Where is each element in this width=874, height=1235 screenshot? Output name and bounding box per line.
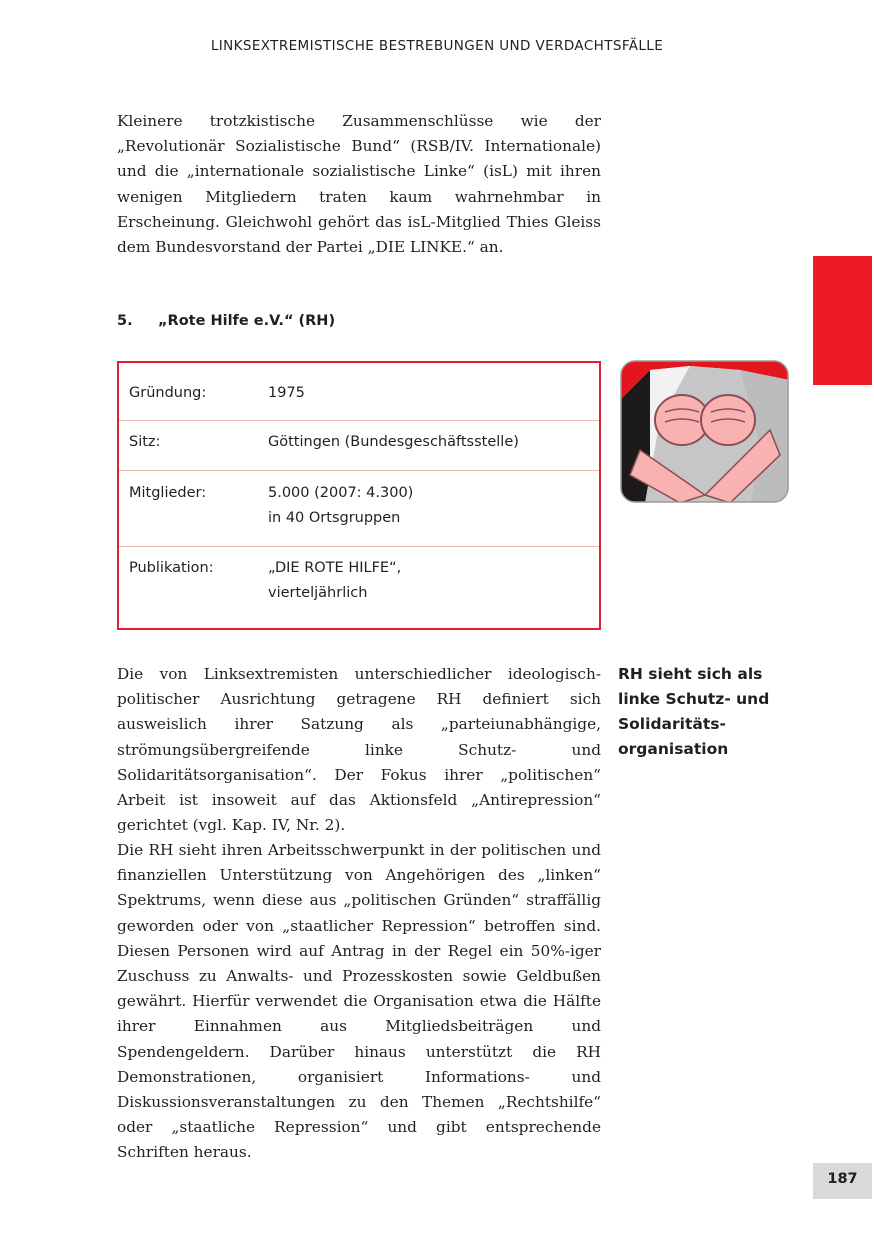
info-value-line: in 40 Ortsgruppen [268,510,401,526]
info-label: Publikation: [129,560,214,576]
margin-note-line: RH sieht sich als [618,665,763,683]
info-row-seat [119,430,599,455]
info-value [268,481,599,531]
info-value-line: 1975 [268,385,305,401]
organization-info-box [117,361,601,630]
paragraph-definition: Die von Linksextremisten unterschiedlicher ideologisch-politischer Ausrichtung getragene RH definiert sich ausweislich ihrer Satzung als „parteiunabhängige, strömungsübergreifende linke Schutz- und Solidaritätsorganisation“. Der Fokus ihrer „politischen“ Arbeit ist insoweit auf das Aktionsfeld „Antirepression“ gerichtet (vgl. Kap. IV, Nr. 2). [117,665,601,835]
info-label: Sitz: [129,434,161,450]
info-label: Gründung: [129,385,207,401]
chapter-tab-marker [813,256,872,385]
info-value [268,430,599,455]
info-value-line: „DIE ROTE HILFE“, [268,560,402,576]
page-number: 187 [813,1163,872,1199]
info-value-line: 5.000 (2007: 4.300) [268,485,414,501]
margin-note [618,662,798,762]
running-header: LINKSEXTREMISTISCHE BESTREBUNGEN UND VERDACHTSFÄLLE [210,38,664,54]
margin-note-line: linke Schutz- und [618,690,770,708]
margin-note-line: Solidaritäts- [618,715,726,733]
paragraph-intro: Kleinere trotzkistische Zusammenschlüsse wie der „Revolutionär Sozialistische Bund“ (RSB/IV. Internationale) und die „internationale sozialistische Linke“ (isL) mit ihren wenigen Mitgliedern traten kaum wahrnehmbar in Erscheinung. Gleichwohl gehört das isL-Mitglied Thies Gleiss dem Bundesvorstand der Partei „DIE LINKE.“ an. [117,112,601,257]
info-value [268,556,599,606]
paragraph-work-focus: Die RH sieht ihren Arbeitsschwerpunkt in der politischen und finanziellen Unterstützung von Angehörigen des „linken“ Spektrums, wenn diese aus „politischen Gründen“ straffällig geworden oder von „staatlicher Repression“ betroffen sind. Diesen Personen wird auf Antrag in der Regel ein 50%-iger Zuschuss zu Anwalts- und Prozesskosten sowie Geldbußen gewährt. Hierfür verwendet die Organisation etwa die Hälfte ihrer Einnahmen aus Mitgliedsbeiträgen und Spendengeldern. Darüber hinaus unterstützt die RH Demonstrationen, organisiert Informations- und Diskussionsveranstaltungen zu den Themen „Rechtshilfe“ oder „staatliche Repression“ und gibt entsprechende Schriften heraus. [117,841,601,1162]
row-divider [119,420,599,421]
info-row-publication [119,556,599,606]
section-heading [117,313,335,329]
row-divider [119,546,599,547]
rote-hilfe-logo [620,360,789,503]
margin-note-line: organisation [618,740,729,758]
info-value [268,381,599,406]
info-row-founding [119,381,599,406]
row-divider [119,470,599,471]
info-value-line: Göttingen (Bundesgeschäftsstelle) [268,434,519,450]
info-row-members [119,481,599,531]
info-label: Mitglieder: [129,485,207,501]
section-title: „Rote Hilfe e.V.“ (RH) [158,313,336,329]
section-number: 5. [117,313,133,329]
info-value-line: vierteljährlich [268,585,368,601]
